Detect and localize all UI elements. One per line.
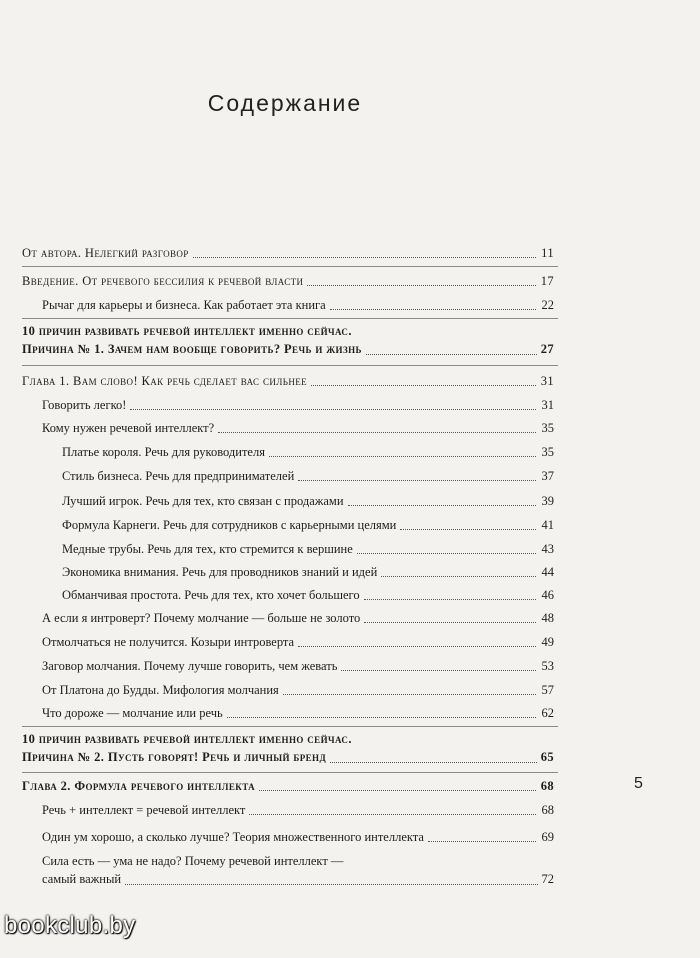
leader-dots [259,790,536,791]
leader-dots [341,670,536,671]
toc-entry-page: 31 [541,398,554,412]
toc-entry-page: 41 [541,518,554,532]
leader-dots [364,622,536,623]
toc-entry-page: 17 [540,274,554,288]
watermark-logo: bookclub.by [4,912,136,939]
leader-dots [298,646,536,647]
toc-entry-page: 57 [541,683,554,697]
toc-entry-from-author [22,246,554,261]
toc-entry-label: От Платона до Будды. Мифология молчания [42,683,279,697]
toc-entry-label: Рычаг для карьеры и бизнеса. Как работает эта книга [42,298,326,312]
toc-entry [42,659,554,674]
separator-line [22,772,558,773]
toc-entry [42,683,554,698]
leader-dots [125,884,537,885]
toc-entry-page: 49 [541,635,554,649]
toc-entry-label-line2: Причина № 1. Зачем нам вообще говорить? Речь и жизнь [22,342,362,356]
toc-entry-page: 44 [541,565,554,579]
leader-dots [357,553,536,554]
leader-dots [381,576,536,577]
toc-entry-page: 27 [540,342,554,356]
toc-entry-label: Кому нужен речевой интеллект? [42,421,215,435]
toc-entry-label: Заговор молчания. Почему лучше говорить, чем жевать [42,659,338,673]
toc-entry [42,611,554,626]
leader-dots [307,285,536,286]
toc-entry [42,706,554,721]
toc-entry-label: Формула Карнеги. Речь для сотрудников с карьерными целями [62,518,397,532]
toc-entry-label-line2: самый важный [42,872,122,886]
toc-entry-page: 31 [540,374,554,388]
toc-entry-label-line1: 10 причин развивать речевой интеллект именно сейчас. [22,324,352,338]
toc-entry-label: Экономика внимания. Речь для проводников знаний и идей [62,565,378,579]
toc-entry [42,803,554,818]
page-number: 5 [634,775,643,792]
toc-entry-label: Глава 1. Вам слово! Как речь сделает вас сильнее [22,374,308,388]
toc-entry-page: 68 [540,779,554,793]
toc-entry [62,518,554,533]
toc-entry-reason-2 [22,730,554,766]
toc-entry-label-line2: Причина № 2. Пусть говорят! Речь и личный бренд [22,750,327,764]
separator-line [22,318,558,319]
toc-entry-page: 43 [541,542,554,556]
toc-entry-page: 35 [541,421,554,435]
toc-entry-label: Обманчивая простота. Речь для тех, кто хочет большего [62,588,360,602]
toc-entry [62,565,554,580]
toc-entry-label: Отмолчаться не получится. Козыри интроверта [42,635,295,649]
separator-line [22,266,558,267]
toc-entry-page: 69 [541,830,554,844]
toc-entry-label: Лучший игрок. Речь для тех, кто связан с продажами [62,494,344,508]
toc-entry [62,469,554,484]
toc-entry [62,494,554,509]
toc-entry [62,542,554,557]
toc-entry-label: Говорить легко! [42,398,127,412]
page-title: Содержание [207,90,363,116]
leader-dots [283,694,536,695]
separator-line [22,365,558,366]
toc-entry-page: 62 [541,706,554,720]
toc-entry-page: 48 [541,611,554,625]
toc-entry [42,830,554,845]
toc-entry-label: От автора. Нелегкий разговор [22,246,189,260]
toc-entry-label: А если я интроверт? Почему молчание — больше не золото [42,611,361,625]
leader-dots [428,841,536,842]
separator-line [22,726,558,727]
toc-entry-label-line1: Сила есть — ума не надо? Почему речевой интеллект — [42,854,344,868]
toc-entry-label: Введение. От речевого бессилия к речевой власти [22,274,304,288]
toc-entry [42,852,554,888]
toc-entry-page: 68 [541,803,554,817]
toc-entry-page: 72 [541,872,554,886]
leader-dots [249,814,536,815]
toc-entry [42,635,554,650]
toc-entry-label: Медные трубы. Речь для тех, кто стремится к вершине [62,542,353,556]
toc-entry-label: Глава 2. Формула речевого интеллекта [22,779,256,793]
toc-entry-label: Один ум хорошо, а сколько лучше? Теория множественного интеллекта [42,830,424,844]
toc-entry [42,421,554,436]
toc-entry-page: 37 [541,469,554,483]
toc-entry-page: 53 [541,659,554,673]
leader-dots [218,432,536,433]
leader-dots [130,409,536,410]
leader-dots [330,762,537,763]
toc-entry-introduction [22,274,554,289]
leader-dots [400,529,536,530]
toc-entry-page: 35 [541,445,554,459]
leader-dots [348,505,536,506]
toc-entry-page: 46 [541,588,554,602]
toc-entry-label: Платье короля. Речь для руководителя [62,445,265,459]
leader-dots [366,354,537,355]
leader-dots [311,385,536,386]
toc-entry-label: Что дороже — молчание или речь [42,706,223,720]
toc-entry-page: 11 [541,246,554,260]
toc-entry-reason-1 [22,322,554,358]
leader-dots [298,480,536,481]
toc-entry-chapter-2 [22,779,554,794]
leader-dots [269,456,536,457]
toc-entry-page: 65 [540,750,554,764]
toc-entry [42,298,554,313]
toc-entry-label-line1: 10 причин развивать речевой интеллект именно сейчас. [22,732,352,746]
toc-entry [62,588,554,603]
toc-entry-label: Речь + интеллект = речевой интеллект [42,803,246,817]
toc-entry-chapter-1 [22,374,554,389]
leader-dots [330,309,536,310]
toc-entry [62,445,554,460]
toc-entry-page: 22 [541,298,554,312]
leader-dots [227,717,536,718]
leader-dots [193,257,536,258]
leader-dots [364,599,536,600]
toc-entry-label: Стиль бизнеса. Речь для предпринимателей [62,469,295,483]
toc-entry-page: 39 [541,494,554,508]
toc-entry [42,398,554,413]
